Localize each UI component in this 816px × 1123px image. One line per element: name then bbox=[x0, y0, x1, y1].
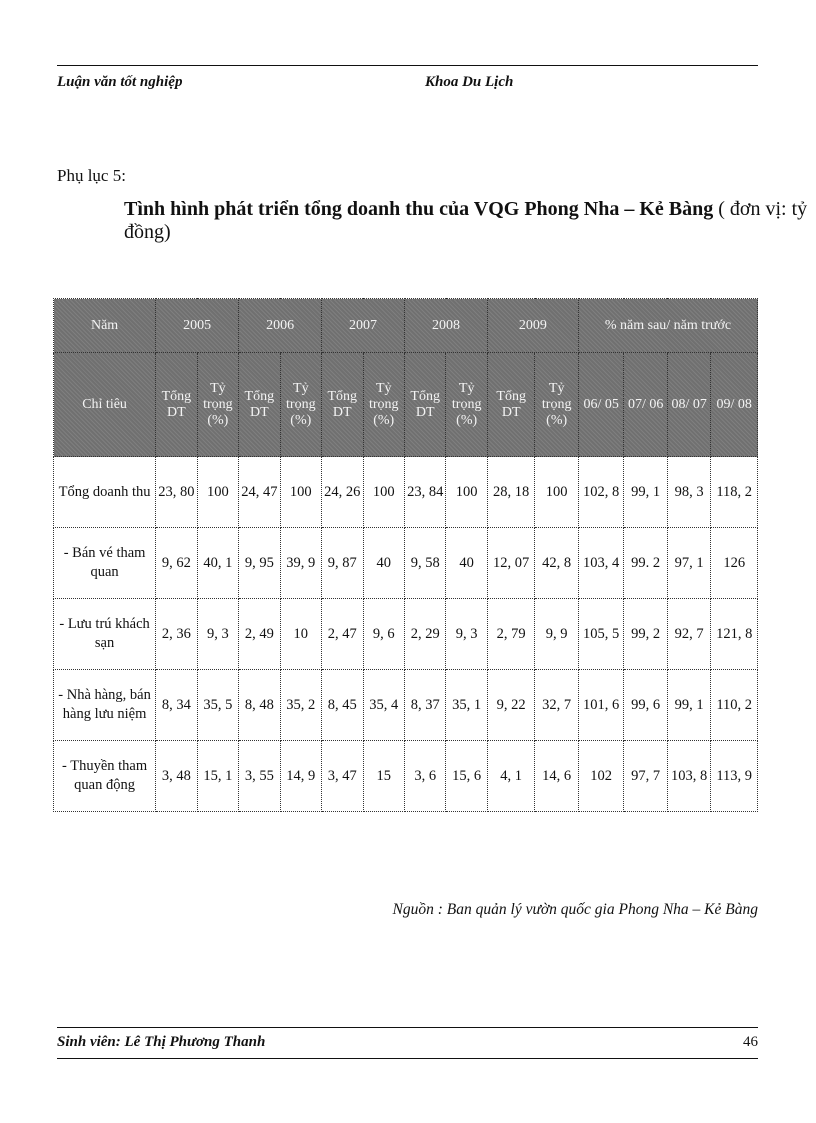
table-row bbox=[54, 670, 758, 741]
title-unit: ( đơn vị: tỷ đồng) bbox=[124, 198, 808, 243]
share-header: Tỷ trọng (%) bbox=[446, 353, 487, 457]
growth-col-header: 06/ 05 bbox=[578, 353, 624, 457]
table-row bbox=[54, 599, 758, 670]
footer-rule-top bbox=[57, 1027, 758, 1028]
table-cell: 4, 1 bbox=[487, 741, 535, 812]
table-cell: 9, 58 bbox=[404, 528, 445, 599]
year-header: 2009 bbox=[487, 299, 578, 353]
share-header: Tỷ trọng (%) bbox=[363, 353, 404, 457]
table-cell: 100 bbox=[363, 457, 404, 528]
footer-student: Sinh viên: Lê Thị Phương Thanh bbox=[57, 1034, 266, 1050]
revenue-table bbox=[53, 298, 758, 812]
growth-col-header: 07/ 06 bbox=[624, 353, 667, 457]
total-revenue-header: Tổng DT bbox=[156, 353, 197, 457]
table-cell: 14, 9 bbox=[280, 741, 321, 812]
header-center: Khoa Du Lịch bbox=[425, 74, 514, 90]
table-cell: 99, 1 bbox=[624, 457, 667, 528]
table-cell: 15, 1 bbox=[197, 741, 238, 812]
total-revenue-header: Tổng DT bbox=[239, 353, 280, 457]
share-header: Tỷ trọng (%) bbox=[197, 353, 238, 457]
table-cell: 100 bbox=[197, 457, 238, 528]
table-cell: 98, 3 bbox=[667, 457, 710, 528]
table-row bbox=[54, 528, 758, 599]
table-row bbox=[54, 457, 758, 528]
table-cell: 99, 6 bbox=[624, 670, 667, 741]
table-cell: 100 bbox=[446, 457, 487, 528]
table-cell: 92, 7 bbox=[667, 599, 710, 670]
table-cell: 14, 6 bbox=[535, 741, 578, 812]
table-cell: 9, 87 bbox=[322, 528, 363, 599]
table-cell: 9, 3 bbox=[446, 599, 487, 670]
indicator-header: Chỉ tiêu bbox=[54, 353, 156, 457]
table-cell: 24, 47 bbox=[239, 457, 280, 528]
table-cell: 105, 5 bbox=[578, 599, 624, 670]
table-cell: 2, 79 bbox=[487, 599, 535, 670]
table-cell: 8, 37 bbox=[404, 670, 445, 741]
row-label: - Nhà hàng, bán hàng lưu niệm bbox=[54, 670, 156, 741]
table-cell: 39, 9 bbox=[280, 528, 321, 599]
table-body bbox=[54, 457, 758, 812]
total-revenue-header: Tổng DT bbox=[487, 353, 535, 457]
growth-col-header: 08/ 07 bbox=[667, 353, 710, 457]
table-cell: 103, 4 bbox=[578, 528, 624, 599]
table-cell: 23, 80 bbox=[156, 457, 197, 528]
row-label: Tổng doanh thu bbox=[54, 457, 156, 528]
header-left: Luận văn tốt nghiệp bbox=[57, 74, 183, 90]
table-cell: 8, 45 bbox=[322, 670, 363, 741]
table-cell: 35, 1 bbox=[446, 670, 487, 741]
table-cell: 40, 1 bbox=[197, 528, 238, 599]
page-number: 46 bbox=[743, 1034, 758, 1050]
appendix-label: Phụ lục 5: bbox=[57, 166, 126, 185]
total-revenue-header: Tổng DT bbox=[404, 353, 445, 457]
table-cell: 2, 47 bbox=[322, 599, 363, 670]
table-cell: 3, 6 bbox=[404, 741, 445, 812]
table-cell: 8, 48 bbox=[239, 670, 280, 741]
table-cell: 35, 4 bbox=[363, 670, 404, 741]
table-cell: 113, 9 bbox=[711, 741, 758, 812]
table-cell: 35, 2 bbox=[280, 670, 321, 741]
table-cell: 102 bbox=[578, 741, 624, 812]
row-label: - Lưu trú khách sạn bbox=[54, 599, 156, 670]
table-cell: 101, 6 bbox=[578, 670, 624, 741]
year-header: 2007 bbox=[322, 299, 405, 353]
table-cell: 103, 8 bbox=[667, 741, 710, 812]
table-cell: 32, 7 bbox=[535, 670, 578, 741]
table-cell: 126 bbox=[711, 528, 758, 599]
table-cell: 8, 34 bbox=[156, 670, 197, 741]
table-cell: 9, 3 bbox=[197, 599, 238, 670]
table-cell: 100 bbox=[535, 457, 578, 528]
row-label: - Thuyền tham quan động bbox=[54, 741, 156, 812]
table-cell: 15, 6 bbox=[446, 741, 487, 812]
table-cell: 15 bbox=[363, 741, 404, 812]
table-cell: 3, 48 bbox=[156, 741, 197, 812]
table-cell: 40 bbox=[446, 528, 487, 599]
table-cell: 2, 29 bbox=[404, 599, 445, 670]
table-cell: 42, 8 bbox=[535, 528, 578, 599]
table-cell: 9, 9 bbox=[535, 599, 578, 670]
table-cell: 99. 2 bbox=[624, 528, 667, 599]
growth-header: % năm sau/ năm trước bbox=[578, 299, 757, 353]
table-row bbox=[54, 741, 758, 812]
table-cell: 3, 47 bbox=[322, 741, 363, 812]
table-cell: 97, 7 bbox=[624, 741, 667, 812]
table-cell: 9, 62 bbox=[156, 528, 197, 599]
row-label: - Bán vé tham quan bbox=[54, 528, 156, 599]
footer-rule-bottom bbox=[57, 1058, 758, 1059]
table-cell: 10 bbox=[280, 599, 321, 670]
title-main: Tình hình phát triển tổng doanh thu của VQG Phong Nha – Kẻ Bàng bbox=[124, 198, 714, 220]
table-cell: 110, 2 bbox=[711, 670, 758, 741]
year-header: 2006 bbox=[239, 299, 322, 353]
table-cell: 99, 2 bbox=[624, 599, 667, 670]
share-header: Tỷ trọng (%) bbox=[280, 353, 321, 457]
table-cell: 9, 95 bbox=[239, 528, 280, 599]
source-note: Nguồn : Ban quản lý vườn quốc gia Phong Nha – Kẻ Bàng bbox=[392, 901, 758, 918]
year-header-row bbox=[54, 299, 758, 353]
total-revenue-header: Tổng DT bbox=[322, 353, 363, 457]
year-header: 2008 bbox=[404, 299, 487, 353]
table-cell: 28, 18 bbox=[487, 457, 535, 528]
table-title bbox=[124, 198, 816, 244]
table-cell: 2, 36 bbox=[156, 599, 197, 670]
table-cell: 97, 1 bbox=[667, 528, 710, 599]
table-cell: 9, 6 bbox=[363, 599, 404, 670]
table-cell: 35, 5 bbox=[197, 670, 238, 741]
table-cell: 99, 1 bbox=[667, 670, 710, 741]
table-cell: 12, 07 bbox=[487, 528, 535, 599]
table-cell: 24, 26 bbox=[322, 457, 363, 528]
year-header: 2005 bbox=[156, 299, 239, 353]
table-cell: 40 bbox=[363, 528, 404, 599]
sub-header-row bbox=[54, 353, 758, 457]
table-cell: 121, 8 bbox=[711, 599, 758, 670]
share-header: Tỷ trọng (%) bbox=[535, 353, 578, 457]
table-cell: 9, 22 bbox=[487, 670, 535, 741]
table-cell: 102, 8 bbox=[578, 457, 624, 528]
table-cell: 3, 55 bbox=[239, 741, 280, 812]
header-rule bbox=[57, 65, 758, 66]
table-cell: 23, 84 bbox=[404, 457, 445, 528]
growth-col-header: 09/ 08 bbox=[711, 353, 758, 457]
table-cell: 100 bbox=[280, 457, 321, 528]
year-header-label: Năm bbox=[54, 299, 156, 353]
table-cell: 118, 2 bbox=[711, 457, 758, 528]
table-cell: 2, 49 bbox=[239, 599, 280, 670]
